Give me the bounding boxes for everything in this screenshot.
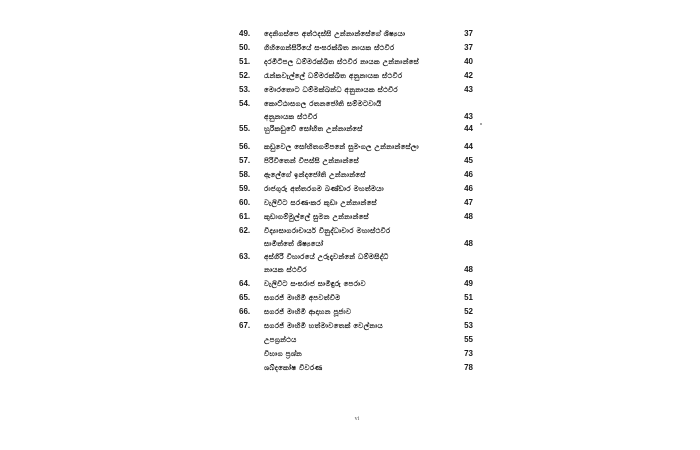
toc-entry <box>212 182 502 196</box>
entry-title: අස්ගිරි විහාරයේ උරුදෑවන්නේ ධම්මසිද්ධි <box>264 252 389 261</box>
toc-entry <box>212 224 502 238</box>
toc-entry <box>212 140 502 154</box>
entry-number: 58. <box>239 170 251 179</box>
entry-page-number: 44 <box>464 124 473 133</box>
entry-title: ඇලේගේ ඉන්දජෝති උන්නාන්සේ <box>264 170 366 179</box>
document-page <box>212 0 502 450</box>
toc-entry <box>212 122 502 136</box>
entry-title-line2: නායක ස්ථවිර <box>264 265 307 274</box>
entry-title: ශබ්දකෝෂ විවරණ <box>264 363 323 372</box>
toc-entry <box>212 347 502 361</box>
toc-entry <box>212 277 502 291</box>
entry-page-number: 45 <box>464 156 473 165</box>
toc-entry <box>212 27 502 41</box>
entry-title: මොරතොට ධම්මක්ඛන්ධ අනුනායක ස්ථවිර <box>264 85 398 94</box>
entry-number: 57. <box>239 156 251 165</box>
entry-page-number: 55 <box>464 335 473 344</box>
entry-title: උපග්‍රන්ථය <box>264 335 297 344</box>
entry-page-number: 37 <box>464 29 473 38</box>
entry-page-number: 52 <box>464 307 473 316</box>
toc-entry <box>212 305 502 319</box>
entry-page-number: 46 <box>464 184 473 193</box>
entry-page-number: 42 <box>464 71 473 80</box>
entry-page-number: 49 <box>464 279 473 288</box>
toc-entry <box>212 333 502 347</box>
entry-title: සගරජ් මාහිමි අපවත්වීම <box>264 293 341 302</box>
entry-number: 65. <box>239 293 251 302</box>
entry-title-line2: අනුනායක ස්ථවිර <box>264 112 318 121</box>
toc-entry <box>212 250 502 264</box>
table-of-contents <box>212 0 502 450</box>
toc-entry <box>212 154 502 168</box>
entry-number: 54. <box>239 99 251 108</box>
entry-number: 50. <box>239 43 251 52</box>
toc-entry <box>212 69 502 83</box>
entry-page-number: 44 <box>464 142 473 151</box>
entry-title: විභාග ප්‍රශ්න <box>264 349 303 358</box>
entry-number: 52. <box>239 71 251 80</box>
entry-page-number: 48 <box>464 265 473 274</box>
entry-page-number: 48 <box>464 212 473 221</box>
entry-page-number: 53 <box>464 321 473 330</box>
entry-title: දෙනිගස්පෙ අත්ථදස්සි උන්නාන්සේගේ ශිෂ්‍යයා <box>264 29 406 38</box>
entry-number: 62. <box>239 226 251 235</box>
entry-title: හුරිකඩුවේ සෝභිත උන්නාන්සේ <box>264 124 363 133</box>
entry-number: 60. <box>239 198 251 207</box>
entry-number: 59. <box>239 184 251 193</box>
entry-number: 55. <box>239 124 251 133</box>
entry-title: කුඩාගම්මුල්ලේ සුමන උන්නාන්සේ <box>264 212 369 221</box>
toc-entry <box>212 168 502 182</box>
entry-number: 67. <box>239 321 251 330</box>
entry-title: සගරජ් මාහිමි ආදාහන පූජාව <box>264 307 352 316</box>
page-number-footer: vi <box>354 416 360 422</box>
entry-number: 49. <box>239 29 251 38</box>
entry-page-number: 51 <box>464 293 473 302</box>
toc-entry-continuation <box>212 237 502 251</box>
entry-page-number: 47 <box>464 198 473 207</box>
entry-title: ගිහිගෙන්සිරියේ සංඝරක්ඛිත නායක ස්ථවිර <box>264 43 395 52</box>
entry-page-number: 48 <box>464 239 473 248</box>
entry-title: වැලිවිට සංඝරාජ සාමිඳුරු පෙරාව <box>264 279 366 288</box>
scan-speck <box>480 123 482 125</box>
toc-entry <box>212 97 502 111</box>
toc-entry <box>212 196 502 210</box>
entry-title: දරමිටිපල ධම්මරක්ඛිත ස්ථවිර නායක උන්නාන්සේ <box>264 57 420 66</box>
entry-number: 56. <box>239 142 251 151</box>
entry-title: සගරජ් මාහිමි හත්මාවතෙක් වෙල්නාය <box>264 321 384 330</box>
entry-page-number: 46 <box>464 170 473 179</box>
entry-title: කඩුවෙල සෝභිතගම්පනේ සුමංගල උන්නාන්සේලා <box>264 142 419 151</box>
entry-title-line2: සාමිත්තේ ශිෂ්‍යයෝ <box>264 239 324 248</box>
toc-entry <box>212 319 502 333</box>
entry-title: රාජගුරු අත්තරගම බණ්ඩාර මහත්මයා <box>264 184 384 193</box>
entry-number: 64. <box>239 279 251 288</box>
entry-title: රැන්කවැල්ලේ ධම්මරක්ඛිත අනුනායක ස්ථවිර <box>264 71 403 80</box>
toc-entry <box>212 361 502 375</box>
entry-number: 66. <box>239 307 251 316</box>
entry-page-number: 78 <box>464 363 473 372</box>
entry-title: පිරිවිතෙන් විපස්සි උන්නාන්සේ <box>264 156 359 165</box>
entry-number: 51. <box>239 57 251 66</box>
entry-page-number: 73 <box>464 349 473 358</box>
entry-title: කොට්ඨාසගල රතනජෝති සම්මටවායි <box>264 99 382 108</box>
toc-entry <box>212 55 502 69</box>
toc-entry <box>212 41 502 55</box>
toc-entry-continuation <box>212 263 502 277</box>
entry-title: විද්‍යාසාගරාචාර්ය විනුද්ධාචාර මහාස්ථවිර <box>264 226 391 235</box>
entry-page-number: 37 <box>464 43 473 52</box>
entry-page-number: 43 <box>464 85 473 94</box>
entry-page-number: 40 <box>464 57 473 66</box>
toc-entry <box>212 83 502 97</box>
entry-number: 53. <box>239 85 251 94</box>
entry-page-number: 43 <box>464 112 473 121</box>
toc-entry <box>212 210 502 224</box>
toc-entry <box>212 291 502 305</box>
entry-number: 63. <box>239 252 251 261</box>
entry-title: වැලිවිට සරණංකර කුඩා උන්නාන්සේ <box>264 198 377 207</box>
entry-number: 61. <box>239 212 251 221</box>
